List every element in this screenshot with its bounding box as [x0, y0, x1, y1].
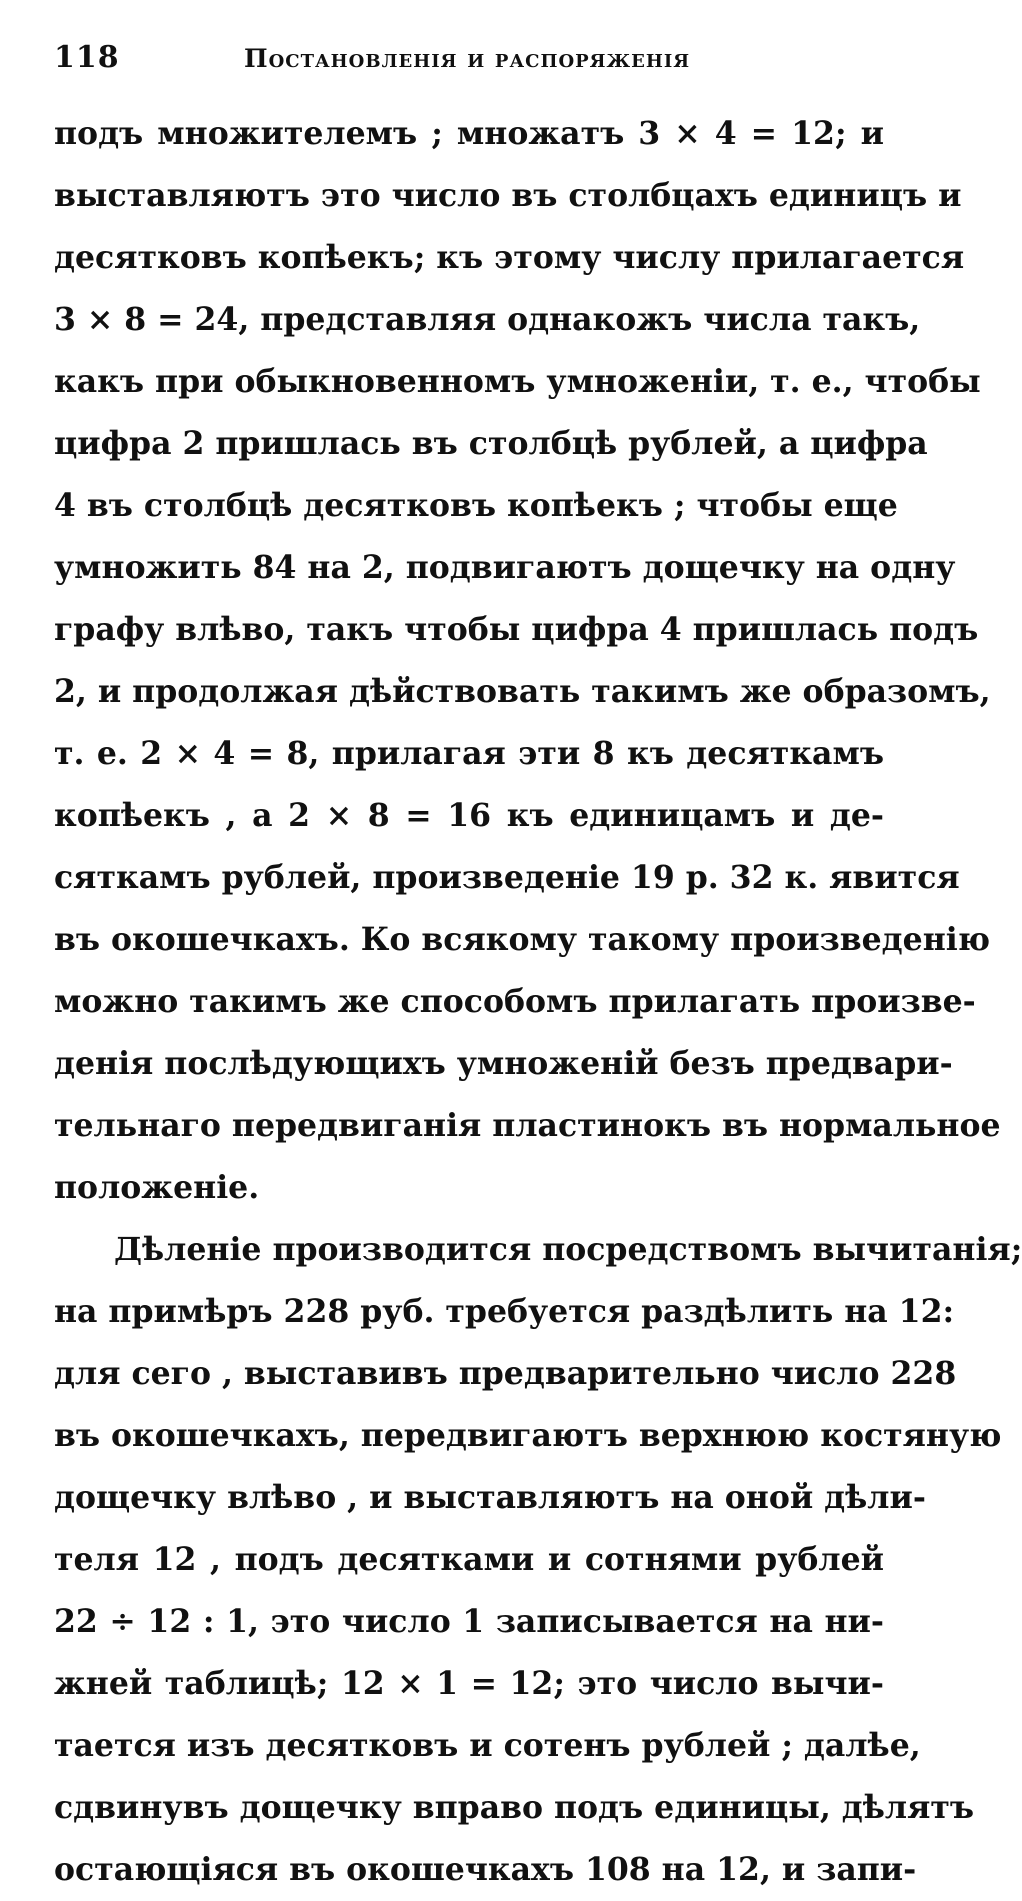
text-line: тельнаго передвиганія пластинокъ въ нормальное	[54, 1107, 1001, 1144]
page-header	[54, 40, 884, 80]
text-line: сяткамъ рублей, произведеніе 19 р. 32 к. явится	[54, 859, 960, 896]
text-line: выставляютъ это число въ столбцахъ единицъ и	[54, 177, 962, 214]
text-line: жней таблицѣ; 12 × 1 = 12; это число вычи-	[54, 1665, 884, 1702]
text-line: дощечку влѣво , и выставляютъ на оной дѣли-	[54, 1479, 926, 1516]
text-line: умножить 84 на 2, подвигаютъ дощечку на одну	[54, 549, 956, 586]
text-line: на примѣръ 228 руб. требуется раздѣлить на 12:	[54, 1293, 955, 1330]
running-title: Постановленія и распоряженія	[244, 44, 691, 73]
text-line: цифра 2 пришлась въ столбцѣ рублей, а цифра	[54, 425, 928, 462]
text-line: въ окошечкахъ, передвигаютъ верхнюю костяную	[54, 1417, 1002, 1454]
text-line: 4 въ столбцѣ десятковъ копѣекъ ; чтобы еще	[54, 487, 898, 524]
text-line: остающіяся въ окошечкахъ 108 на 12, и запи-	[54, 1851, 917, 1888]
text-line: копѣекъ , а 2 × 8 = 16 къ единицамъ и де-	[54, 797, 884, 834]
page-number: 118	[54, 40, 120, 75]
text-line: 3 × 8 = 24, представляя однакожъ числа такъ,	[54, 301, 921, 338]
text-line: какъ при обыкновенномъ умноженіи, т. е., чтобы	[54, 363, 981, 400]
text-line: въ окошечкахъ. Ко всякому такому произведенію	[54, 921, 991, 958]
paragraph-end-line: положеніе.	[54, 1169, 260, 1206]
text-line: денія послѣдующихъ умноженій безъ предвари-	[54, 1045, 953, 1082]
text-line: 2, и продолжая дѣйствовать такимъ же образомъ,	[54, 673, 991, 710]
text-line: 22 ÷ 12 : 1, это число 1 записывается на ни-	[54, 1603, 884, 1640]
text-line: сдвинувъ дощечку вправо подъ единицы, дѣлятъ	[54, 1789, 975, 1826]
body-text	[54, 103, 1022, 1901]
text-line: теля 12 , подъ десятками и сотнями рублей	[54, 1541, 884, 1578]
text-line: для сего , выставивъ предварительно число 228	[54, 1355, 957, 1392]
text-line: можно такимъ же способомъ прилагать произве-	[54, 983, 976, 1020]
text-line: тается изъ десятковъ и сотенъ рублей ; далѣе,	[54, 1727, 921, 1764]
text-line: подъ множителемъ ; множатъ 3 × 4 = 12; и	[54, 115, 884, 152]
text-line: десятковъ копѣекъ; къ этому числу прилагается	[54, 239, 965, 276]
text-line: т. е. 2 × 4 = 8, прилагая эти 8 къ десяткамъ	[54, 735, 884, 772]
text-line: графу влѣво, такъ чтобы цифра 4 пришлась подъ	[54, 611, 979, 648]
paragraph-start-line: Дѣленіе производится посредствомъ вычитанія;	[114, 1231, 1022, 1268]
